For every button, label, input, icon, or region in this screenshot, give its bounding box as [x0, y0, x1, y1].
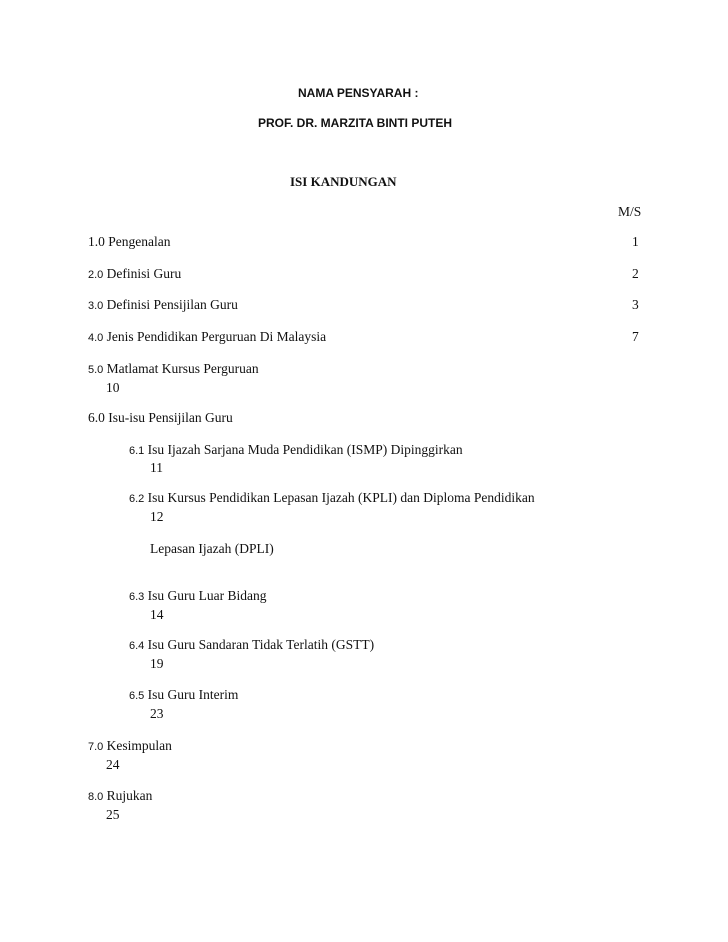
toc-entry-5-0[interactable] — [88, 361, 259, 377]
toc-entry-page: 24 — [106, 757, 120, 772]
toc-entry-page: 23 — [150, 706, 164, 721]
toc-entry-title: Isu Guru Luar Bidang — [147, 588, 267, 603]
toc-entry-number: 5.0 — [88, 364, 104, 376]
lecturer-label: NAMA PENSYARAH : — [298, 86, 419, 100]
toc-entry-number: 1.0 — [88, 234, 105, 249]
toc-entry-title: Isu Kursus Pendidikan Lepasan Ijazah (KPLI) dan Diploma Pendidikan — [147, 490, 535, 505]
toc-entry-title: Isu Guru Interim — [147, 687, 239, 702]
toc-entry-1-0[interactable] — [88, 234, 170, 250]
toc-entry-title: Kesimpulan — [106, 738, 172, 753]
toc-entry-title: Definisi Pensijilan Guru — [106, 297, 238, 312]
toc-entry-title: Rujukan — [106, 788, 153, 803]
toc-entry-title: Isu Guru Sandaran Tidak Terlatih (GSTT) — [147, 637, 375, 652]
toc-entry-page: 3 — [632, 297, 639, 312]
toc-entry-number: 6.5 — [129, 690, 145, 702]
toc-entry-page: 12 — [150, 509, 164, 524]
toc-entry-number: 2.0 — [88, 269, 104, 281]
toc-entry-page: 14 — [150, 607, 164, 622]
toc-entry-page: 7 — [632, 329, 639, 344]
toc-entry-6-0[interactable] — [88, 410, 233, 426]
toc-entry-number: 6.0 — [88, 410, 105, 425]
toc-entry-title: Isu Ijazah Sarjana Muda Pendidikan (ISMP) Dipinggirkan — [147, 442, 463, 457]
toc-entry-title: Jenis Pendidikan Perguruan Di Malaysia — [106, 329, 327, 344]
toc-entry-3-0[interactable] — [88, 297, 238, 313]
toc-entry-page: 19 — [150, 656, 164, 671]
toc-entry-number: 6.3 — [129, 591, 145, 603]
toc-entry-number: 4.0 — [88, 332, 104, 344]
toc-entry-page: 1 — [632, 234, 639, 249]
toc-entry-number: 3.0 — [88, 300, 104, 312]
toc-entry-page: 25 — [106, 807, 120, 822]
toc-entry-title: Matlamat Kursus Perguruan — [106, 361, 259, 376]
toc-entry-title: Definisi Guru — [106, 266, 182, 281]
toc-entry-number: 7.0 — [88, 741, 104, 753]
toc-entry-7-0[interactable] — [88, 738, 172, 754]
page-column-header: M/S — [618, 204, 642, 219]
lecturer-name: PROF. DR. MARZITA BINTI PUTEH — [258, 116, 452, 130]
toc-entry-page: 2 — [632, 266, 639, 281]
toc-entry-6-5[interactable] — [129, 687, 238, 703]
toc-entry-4-0[interactable] — [88, 329, 326, 345]
toc-entry-number: 8.0 — [88, 791, 104, 803]
toc-entry-6-4[interactable] — [129, 637, 374, 653]
toc-entry-title: Pengenalan — [108, 234, 171, 249]
toc-entry-page: 11 — [150, 460, 163, 475]
toc-entry-8-0[interactable] — [88, 788, 152, 804]
toc-entry-title: Isu-isu Pensijilan Guru — [108, 410, 233, 425]
toc-title: ISI KANDUNGAN — [290, 174, 397, 189]
toc-entry-6-2[interactable] — [129, 490, 535, 506]
toc-entry-6-1[interactable] — [129, 442, 463, 458]
toc-entry-number: 6.1 — [129, 445, 145, 457]
toc-entry-title-continuation: Lepasan Ijazah (DPLI) — [150, 541, 274, 556]
toc-entry-6-3[interactable] — [129, 588, 267, 604]
toc-entry-2-0[interactable] — [88, 266, 181, 282]
toc-entry-page: 10 — [106, 380, 120, 395]
toc-entry-number: 6.2 — [129, 493, 145, 505]
toc-entry-number: 6.4 — [129, 640, 145, 652]
